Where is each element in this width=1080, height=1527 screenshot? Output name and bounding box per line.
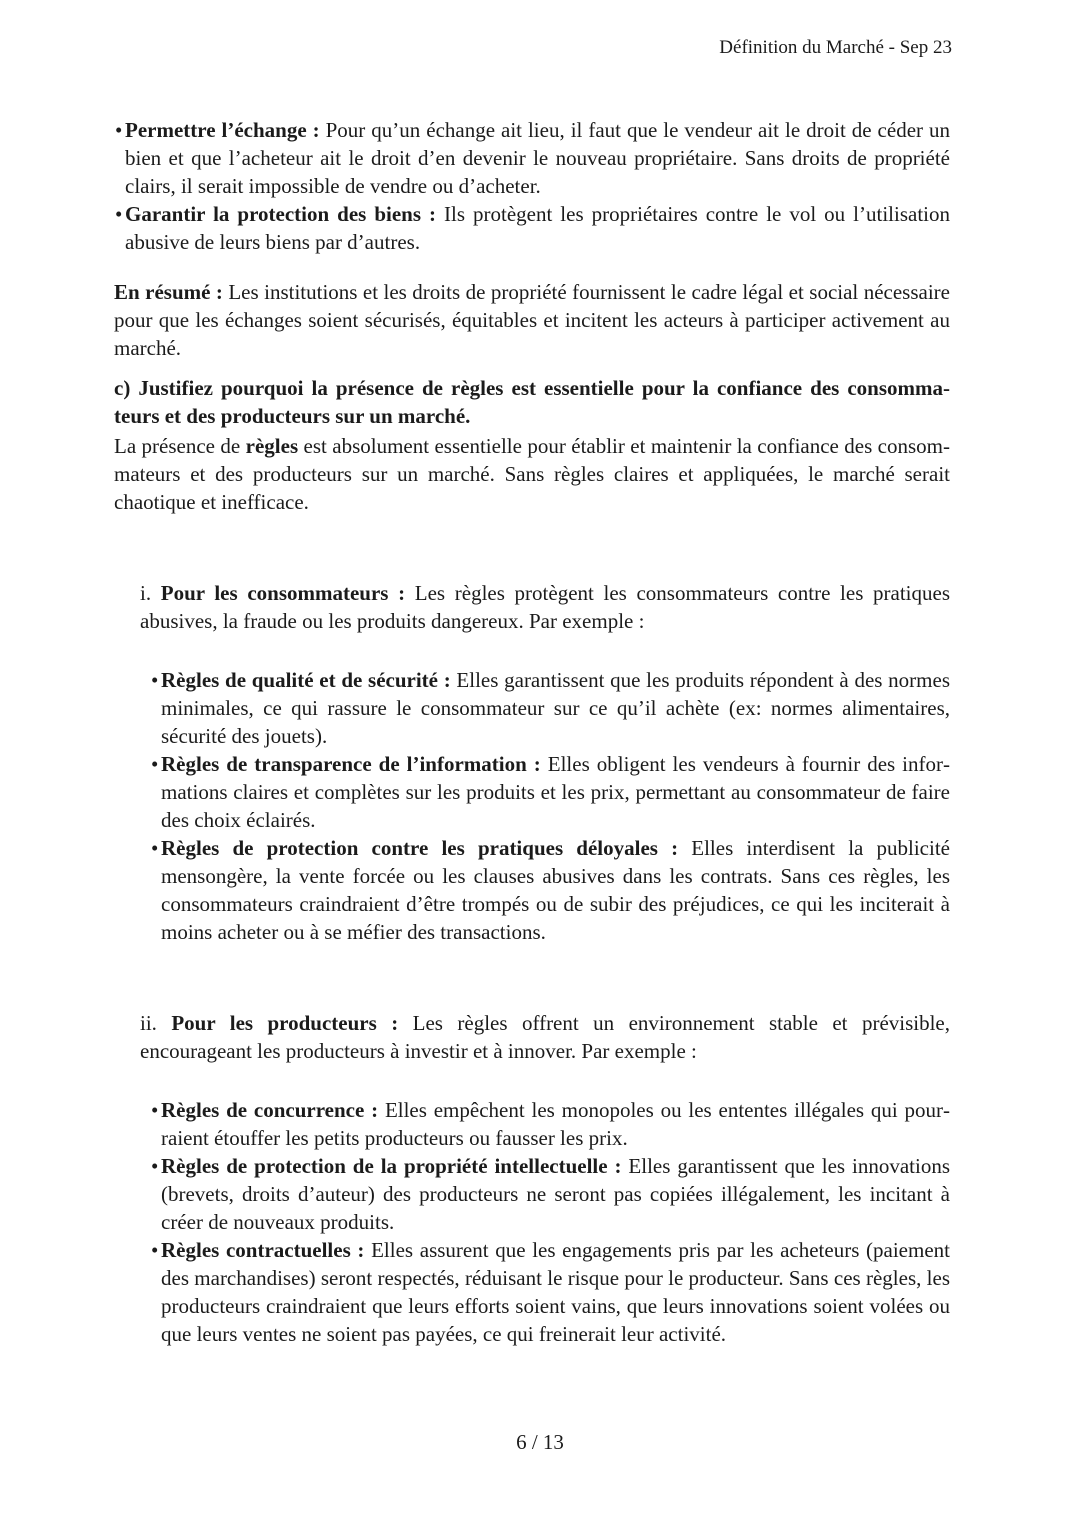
list-item (150, 1096, 950, 1152)
bullet-icon: • (151, 752, 159, 776)
list-item (114, 200, 950, 256)
list-item (150, 834, 950, 946)
bullet-lead: Règles contractuelles : (161, 1238, 365, 1262)
bullet-lead: Règles de concurrence : (161, 1098, 379, 1122)
bullet-icon: • (151, 668, 159, 692)
bullet-text: Elles interdisent la publicité mensongère, la vente forcée ou les clauses abusives dans les contrats. Sans ces règles, les consommateurs craindraient d’être trompés ou de subir des préjudices, ce qui les inciterait à moins acheter ou à se méfier des transactions. (161, 836, 950, 944)
intro-paragraph (114, 432, 950, 516)
list-item (150, 750, 950, 834)
bullet-lead: Règles de transparence de l’information : (161, 752, 541, 776)
list-item (150, 1152, 950, 1236)
list-item (114, 116, 950, 200)
roman-label: i. (140, 581, 152, 605)
question-c-heading: c) Justifiez pourquoi la présence de règles est essentielle pour la confiance des consommateurs et des producteurs sur un marché. (114, 376, 950, 428)
producers-rules-list (150, 1096, 950, 1348)
producers-intro-paragraph (140, 1009, 950, 1065)
bullet-lead: Règles de qualité et de sécurité : (161, 668, 451, 692)
header-title: Définition du Marché - Sep 23 (719, 37, 952, 58)
bullet-lead: Permettre l’échange : (125, 118, 320, 142)
bullet-icon: • (115, 202, 123, 226)
bullet-icon: • (151, 1154, 159, 1178)
page-number: 6 / 13 (516, 1430, 564, 1454)
bullet-icon: • (151, 836, 159, 860)
bullet-text: Elles obligent les vendeurs à fournir des informations claires et complètes sur les produits et les prix, permettant au consommateur de faire des choix éclairés. (161, 752, 951, 832)
bullet-text: Ils protègent les propriétaires contre le vol ou l’utilisation abusive de leurs biens par d’autres. (125, 202, 950, 254)
page-header (719, 36, 952, 60)
consumers-rules-list (150, 666, 950, 946)
bullet-text: Pour qu’un échange ait lieu, il faut que le vendeur ait le droit de céder un bien et que l’acheteur ait le droit d’en devenir le nouveau propriétaire. Sans droits de propriété clairs, il serait impossible de vendre ou d’acheter. (125, 118, 950, 198)
consumers-lead: Pour les consommateurs : (160, 581, 406, 605)
summary-text: Les institutions et les droits de propriété fournissent le cadre légal et social nécessaire pour que les échanges soient sécurisés, équitables et incitent les acteurs à participer activement au marché. (114, 280, 950, 360)
bullet-text: Elles garantissent que les innovations (brevets, droits d’auteur) des producteurs ne seront pas copiées illégalement, les incitant à créer de nouveaux produits. (161, 1154, 951, 1234)
bullet-icon: • (115, 118, 123, 142)
bullet-text: Elles garantissent que les produits répondent à des normes minimales, ce qui rassure le consommateur sur ce qu’il achète (ex: normes alimentaires, sécurité des jouets). (161, 668, 950, 748)
summary-lead: En résumé : (114, 280, 223, 304)
bullet-text: Elles empêchent les monopoles ou les ententes illégales qui pourraient étouffer les petits producteurs ou fausser les prix. (161, 1098, 951, 1150)
bullet-icon: • (151, 1098, 159, 1122)
bullet-lead: Règles de protection contre les pratiques déloyales : (161, 836, 679, 860)
consumers-text: Les règles protègent les consommateurs contre les pratiques abusives, la fraude ou les produits dangereux. Par exemple : (140, 581, 951, 633)
consumers-intro-paragraph (140, 579, 950, 635)
intro-pre: La présence de (114, 434, 241, 458)
bullet-text: Elles assurent que les engagements pris par les acheteurs (paiement des marchandises) seront respectés, réduisant le risque pour le producteur. Sans ces règles, les producteurs craindraient que leurs efforts soient vains, que leurs innovations soient volées ou que leurs ventes ne soient pas payées, ce qui freinerait leur activité. (161, 1238, 950, 1346)
bullet-lead: Garantir la protection des biens : (125, 202, 437, 226)
section-producers (140, 1009, 950, 1348)
list-item (150, 1236, 950, 1348)
summary-paragraph (114, 278, 950, 362)
page-footer (0, 1428, 1080, 1456)
page-content (114, 116, 950, 1348)
producers-text: Les règles offrent un environnement stable et prévisible, encourageant les producteurs à investir et à innover. Par exemple : (140, 1011, 951, 1063)
section-consumers (140, 579, 950, 946)
bullet-icon: • (151, 1238, 159, 1262)
producers-lead: Pour les producteurs : (171, 1011, 399, 1035)
list-item (150, 666, 950, 750)
roman-label: ii. (140, 1011, 157, 1035)
intro-bold-term: règles (245, 434, 299, 458)
bullet-lead: Règles de protection de la propriété intellectuelle : (161, 1154, 622, 1178)
property-rights-roles-list (114, 116, 950, 256)
intro-post: est absolument essentielle pour établir et maintenir la confiance des consommateurs et des producteurs sur un marché. Sans règles claires et appliquées, le marché serait chaotique et inefficace. (114, 434, 951, 514)
